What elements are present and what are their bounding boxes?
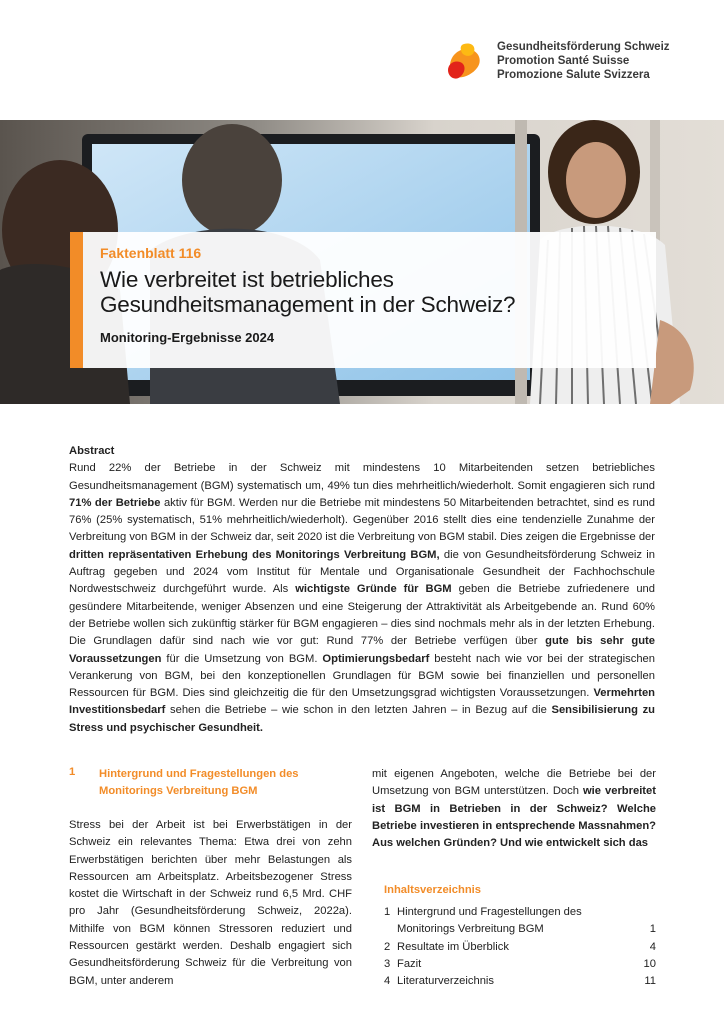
toc-item-page: 11 xyxy=(644,975,656,988)
toc-item-label[interactable]: Hintergrund und Fragestellungen des xyxy=(397,906,582,918)
toc-item-page: 1 xyxy=(649,923,656,936)
abstract-emphasis: Sensibilisierung zu Stress und psychischer Gesundheit. xyxy=(69,704,655,734)
toc-item-label[interactable]: Fazit xyxy=(397,957,422,970)
toc-item-number: 4 xyxy=(384,975,391,988)
abstract-text: die von Gesundheitsförderung Schweiz in Auftrag gegeben und 2024 vom Institut für Mentale und Organisationale Gesundheit der Fachhochschule Nordwestschweiz durchgeführt wurde. Als xyxy=(69,548,655,596)
toc-item[interactable] xyxy=(384,939,656,956)
section-number: 1 xyxy=(69,766,76,778)
toc-item-label[interactable]: Resultate im Überblick xyxy=(397,940,509,953)
toc-heading: Inhaltsverzeichnis xyxy=(384,884,481,896)
logo-line: Promotion Santé Suisse xyxy=(497,55,630,67)
abstract-text: aktiv für BGM. Werden nur die Betriebe mit mindestens 50 Mitarbeitenden betrachtet, sind es rund 76% (25% systematisch, 51% mehrheitlich/wiederholt). Gegenüber 2016 stellt dies eine tendenzielle Zunahme der Verbreitung von BGM in der Schweiz dar, seit 2020 ist die Verbreitung von BGM stabil. Dies zeigen die Ergebnisse der xyxy=(69,496,655,544)
abstract-emphasis: wichtigste Gründe für BGM xyxy=(295,583,452,596)
section-body-emphasis: wie verbreitet ist BGM in Betrieben in der Schweiz? Welche Betriebe investieren in entsprechende Massnahmen? Aus welchen Gründen? Und wie entwickelt sich das xyxy=(372,785,656,850)
page-title xyxy=(100,267,515,317)
toc-item[interactable] xyxy=(384,921,656,938)
abstract-text: sehen die Betriebe – wie schon in den letzten Jahren – in Bezug auf die xyxy=(165,704,552,717)
toc-item-page: 10 xyxy=(643,957,656,970)
toc-item[interactable] xyxy=(384,904,656,921)
logo-line: Gesundheitsförderung Schweiz xyxy=(497,41,670,53)
page-subtitle: Monitoring-Ergebnisse 2024 xyxy=(100,330,275,345)
toc-item-label[interactable]: Literaturverzeichnis xyxy=(397,975,495,988)
section-heading xyxy=(99,766,299,801)
abstract-emphasis: Optimierungsbedarf xyxy=(322,652,430,665)
section-heading-line: Monitorings Verbreitung BGM xyxy=(99,785,258,798)
toc-item-number: 2 xyxy=(384,940,391,953)
health-promotion-logo-icon xyxy=(444,40,488,82)
logo-text xyxy=(497,40,670,82)
section-body-right xyxy=(372,766,656,852)
toc-item-label[interactable]: Monitorings Verbreitung BGM xyxy=(397,923,544,936)
factsheet-label: Faktenblatt 116 xyxy=(100,245,202,261)
toc-item-number: 3 xyxy=(384,957,391,970)
abstract-text: für die Umsetzung von BGM. xyxy=(161,652,323,665)
toc-item-page: 4 xyxy=(649,940,656,953)
abstract xyxy=(69,443,655,737)
abstract-heading: Abstract xyxy=(69,445,115,457)
abstract-emphasis: 71% der Betriebe xyxy=(69,496,161,509)
logo-line: Promozione Salute Svizzera xyxy=(497,69,650,81)
toc-item[interactable] xyxy=(384,956,656,973)
abstract-text: geben die Betriebe zufriedenere und gesündere Mitarbeitende, weniger Absenzen und eine Steigerung der Attraktivität als Arbeitgebende an. Rund 60% der Betriebe wollen sich zukünftig stärker für BGM engagieren – dies sind nochmals mehr als in der letzten Erhebung. Die Grundlagen dafür sind nach wie vor gut: Rund 77% der Betriebe verfügen über xyxy=(69,583,655,648)
page-title-line: Gesundheitsmanagement in der Schweiz? xyxy=(100,292,516,317)
page-title-line: Wie verbreitet ist betriebliches xyxy=(100,267,394,292)
section-heading-line: Hintergrund und Fragestellungen des xyxy=(99,768,299,780)
title-accent-bar xyxy=(70,232,83,368)
logo xyxy=(440,38,680,86)
abstract-emphasis: Vermehrten Investitionsbedarf xyxy=(69,687,655,717)
abstract-emphasis: gute bis sehr gute Voraussetzungen xyxy=(69,635,655,665)
abstract-text: Rund 22% der Betriebe in der Schweiz mit mindestens 10 Mitarbeitenden setzen betriebliches Gesundheitsmanagement (BGM) systematisch um, 49% tun dies mehrheitlich/wiederholt. Somit engagieren sich rund xyxy=(69,462,655,492)
toc-item[interactable] xyxy=(384,973,656,990)
section-body-text: mit eigenen Angeboten, welche die Betriebe bei der Umsetzung von BGM unterstützen. Doch xyxy=(372,768,656,798)
section-body-left: Stress bei der Arbeit ist bei Erwerbstätigen in der Schweiz ein relevantes Thema: Etwa drei von zehn Erwerbstätigen berichten über mehr Belastungen als Ressourcen am Arbeitsplatz. Arbeitsbezogener Stress kostet die Wirtschaft in der Schweiz rund 6,5 Mrd. CHF pro Jahr (Gesundheitsförderung Schweiz, 2022a). Mithilfe von BGM können Stressoren reduziert und Ressourcen gestärkt werden. Deshalb engagiert sich Gesundheitsförderung Schweiz für die Verbreitung von BGM, unter anderem xyxy=(69,819,352,987)
toc-item-number: 1 xyxy=(384,906,391,918)
abstract-text: besteht nach wie vor bei der strategischen Verankerung von BGM, bei den konzeptionellen Grundlagen für BGM sowie bei finanziellen und personellen Ressourcen für BGM. Dies sind gleichzeitig die für den Umsetzungsgrad wichtigsten Voraussetzungen. xyxy=(69,652,655,700)
abstract-emphasis: dritten repräsentativen Erhebung des Monitorings Verbreitung BGM, xyxy=(69,548,440,561)
table-of-contents xyxy=(384,904,656,990)
